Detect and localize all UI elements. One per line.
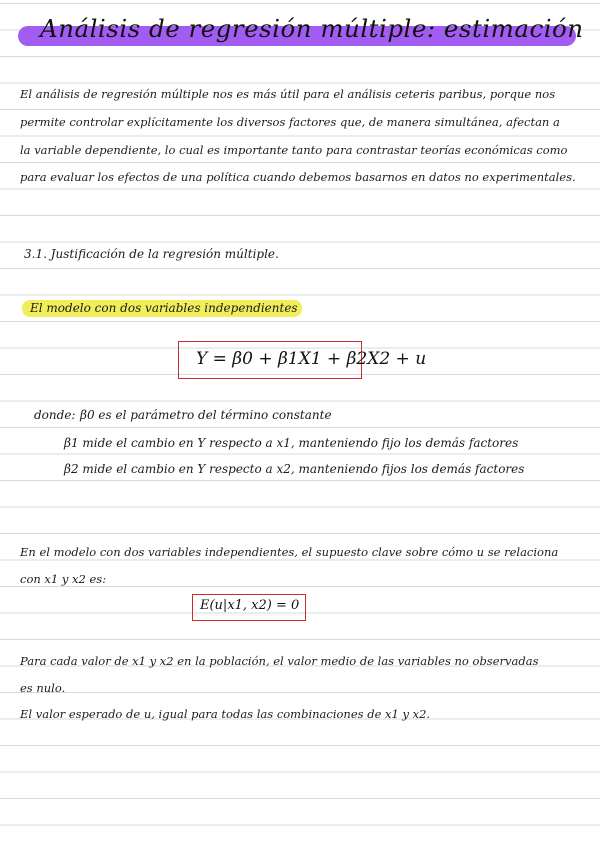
intro-line: permite controlar explícitamente los diversos factores que, de manera simultánea, afectan a	[20, 115, 560, 129]
section-heading: 3.1. Justificación de la regresión múltiple.	[24, 247, 279, 261]
intro-line: para evaluar los efectos de una política cuando debemos basarnos en datos no experimentales.	[20, 170, 576, 184]
page-title: Análisis de regresión múltiple: estimación	[40, 14, 584, 43]
zero-conditional-mean-equation: E(u|x1, x2) = 0	[200, 598, 300, 613]
definition-beta0: β0 es el parámetro del término constante	[80, 408, 332, 422]
model-equation: Y = β0 + β1X1 + β2X2 + u	[196, 349, 427, 369]
assumption-line: con x1 y x2 es:	[20, 572, 107, 586]
definition-beta1: β1 mide el cambio en Y respecto a x1, manteniendo fijo los demás factores	[64, 436, 519, 450]
intro-line: la variable dependiente, lo cual es importante tanto para contrastar teorías económicas como	[20, 143, 568, 157]
explanation-line: Para cada valor de x1 y x2 en la población, el valor medio de las variables no observadas	[20, 654, 539, 668]
explanation-line: es nulo.	[20, 681, 66, 695]
definition-beta2: β2 mide el cambio en Y respecto a x2, manteniendo fijos los demás factores	[64, 462, 525, 476]
intro-line: El análisis de regresión múltiple nos es más útil para el análisis ceteris paribus, porque nos	[20, 87, 556, 101]
assumption-line: En el modelo con dos variables independientes, el supuesto clave sobre cómo u se relaciona	[20, 545, 559, 559]
explanation-line: El valor esperado de u, igual para todas las combinaciones de x1 y x2.	[20, 707, 431, 721]
donde-label: donde:	[34, 408, 76, 422]
model-heading: El modelo con dos variables independientes	[30, 301, 298, 315]
